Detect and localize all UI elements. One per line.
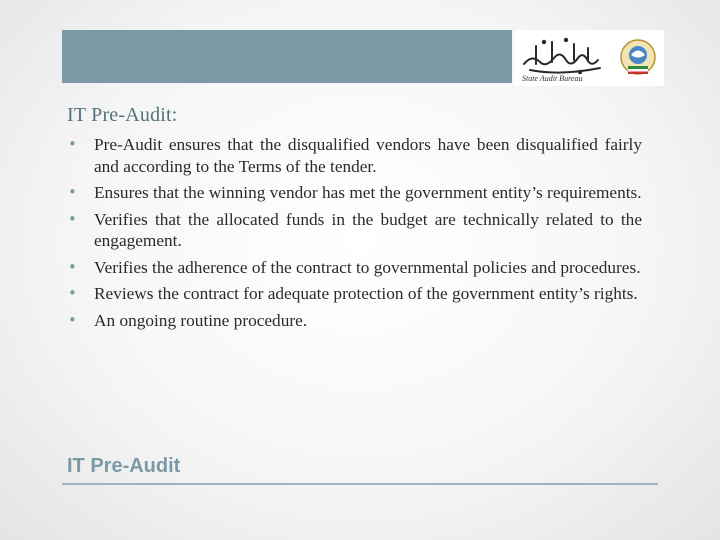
slide-heading: IT Pre-Audit: <box>67 104 178 126</box>
logo-caption: State Audit Bureau <box>522 74 583 83</box>
bullet-list <box>68 134 642 336</box>
bullet-icon: • <box>68 183 77 201</box>
list-item: • Pre-Audit ensures that the disqualified vendors have been disqualified fairly and according to the Terms of the tender. <box>68 135 642 176</box>
list-item: • An ongoing routine procedure. <box>68 310 308 330</box>
bullet-icon: • <box>68 209 77 228</box>
bullet-icon: • <box>68 257 77 276</box>
state-audit-bureau-logo <box>514 30 664 86</box>
footer-title: IT Pre-Audit <box>67 455 181 477</box>
bullet-icon: • <box>68 135 77 153</box>
list-item: • Reviews the contract for adequate protection of the government entity’s rights. <box>68 284 638 303</box>
list-item: • Verifies the adherence of the contract to governmental policies and procedures. <box>68 257 641 277</box>
calligraphy-mark <box>524 39 600 73</box>
footer-divider <box>62 483 658 485</box>
list-item: • Ensures that the winning vendor has met the government entity’s requirements. <box>68 183 642 202</box>
header-band <box>62 30 512 83</box>
list-item: • Verifies that the allocated funds in the budget are technically related to the engagement. <box>68 209 642 250</box>
bullet-icon: • <box>68 284 77 302</box>
bullet-icon: • <box>68 310 77 329</box>
kuwait-emblem-icon <box>621 40 655 74</box>
